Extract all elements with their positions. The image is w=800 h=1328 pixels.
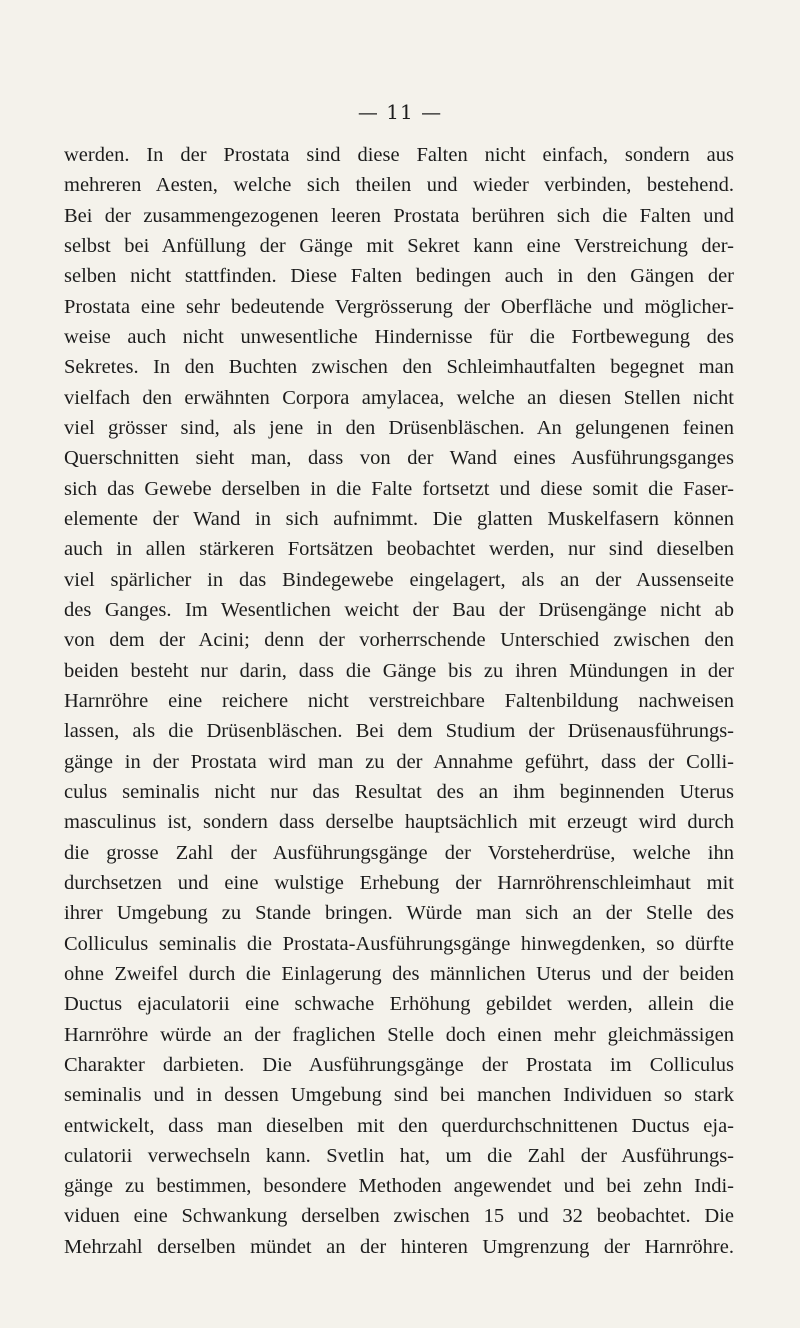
text-line: masculinus ist, sondern dass derselbe hauptsächlich mit erzeugt wird durch (64, 811, 734, 834)
text-line: entwickelt, dass man dieselben mit den querdurchschnittenen Ductus eja- (64, 1114, 734, 1137)
text-line: selbst bei Anfüllung der Gänge mit Sekret kann eine Verstreichung der- (64, 234, 734, 257)
text-line: Prostata eine sehr bedeutende Vergrösserung der Oberfläche und möglicher- (64, 295, 734, 318)
text-line: Charakter darbieten. Die Ausführungsgänge der Prostata im Colliculus (64, 1053, 734, 1076)
text-line: die grosse Zahl der Ausführungsgänge der Vorsteherdrüse, welche ihn (64, 841, 734, 864)
text-line: viduen eine Schwankung derselben zwischen 15 und 32 beobachtet. Die (64, 1205, 734, 1228)
text-line: Bei der zusammengezogenen leeren Prostata berühren sich die Falten und (64, 204, 734, 227)
text-line: viel spärlicher in das Bindegewebe eingelagert, als an der Aussenseite (64, 568, 734, 591)
text-line: Querschnitten sieht man, dass von der Wand eines Ausführungsganges (64, 447, 734, 470)
text-line: Colliculus seminalis die Prostata-Ausführungsgänge hinwegdenken, so dürfte (64, 932, 734, 955)
text-line: vielfach den erwähnten Corpora amylacea, welche an diesen Stellen nicht (64, 386, 734, 409)
text-line: gänge zu bestimmen, besondere Methoden angewendet und bei zehn Indi- (64, 1175, 734, 1198)
text-line: gänge in der Prostata wird man zu der Annahme geführt, dass der Colli- (64, 750, 734, 773)
text-line: viel grösser sind, als jene in den Drüsenbläschen. An gelungenen feinen (64, 416, 734, 439)
text-line: culatorii verwechseln kann. Svetlin hat, um die Zahl der Ausführungs- (64, 1144, 734, 1167)
text-line: von dem der Acini; denn der vorherrschende Unterschied zwischen den (64, 629, 734, 652)
text-line: werden. In der Prostata sind diese Falten nicht einfach, sondern aus (64, 144, 734, 166)
text-line: weise auch nicht unwesentliche Hindernisse für die Fortbewegung des (64, 325, 734, 348)
text-line: des Ganges. Im Wesentlichen weicht der Bau der Drüsengänge nicht ab (64, 598, 734, 621)
text-line: lassen, als die Drüsenbläschen. Bei dem Studium der Drüsenausführungs- (64, 720, 734, 743)
text-line: Harnröhre eine reichere nicht verstreichbare Faltenbildung nachweisen (64, 689, 734, 712)
text-line: ihrer Umgebung zu Stande bringen. Würde man sich an der Stelle des (64, 902, 734, 925)
body-paragraph (64, 140, 734, 1262)
text-line: mehreren Aesten, welche sich theilen und wieder verbinden, bestehend. (64, 174, 734, 197)
text-line: auch in allen stärkeren Fortsätzen beobachtet werden, nur sind dieselben (64, 538, 734, 561)
text-line: Ductus ejaculatorii eine schwache Erhöhung gebildet werden, allein die (64, 993, 734, 1016)
text-line: culus seminalis nicht nur das Resultat des an ihm beginnenden Uterus (64, 780, 734, 803)
text-line: seminalis und in dessen Umgebung sind bei manchen Individuen so stark (64, 1084, 734, 1107)
text-line: Sekretes. In den Buchten zwischen den Schleimhautfalten begegnet man (64, 356, 734, 379)
text-line: beiden besteht nur darin, dass die Gänge bis zu ihren Mündungen in der (64, 659, 734, 682)
text-line: selben nicht stattfinden. Diese Falten bedingen auch in den Gängen der (64, 265, 734, 288)
text-line: sich das Gewebe derselben in die Falte fortsetzt und diese somit die Faser- (64, 477, 734, 500)
page-number: — 11 — (357, 100, 443, 124)
text-line: elemente der Wand in sich aufnimmt. Die glatten Muskelfasern können (64, 507, 734, 530)
text-line: Harnröhre würde an der fraglichen Stelle doch einen mehr gleichmässigen (64, 1023, 734, 1046)
text-line-last: Mehrzahl derselben mündet an der hinteren Umgrenzung der Harnröhre. (64, 1235, 734, 1258)
text-line: durchsetzen und eine wulstige Erhebung der Harnröhrenschleimhaut mit (64, 871, 734, 894)
text-line: ohne Zweifel durch die Einlagerung des männlichen Uterus und der beiden (64, 962, 734, 985)
